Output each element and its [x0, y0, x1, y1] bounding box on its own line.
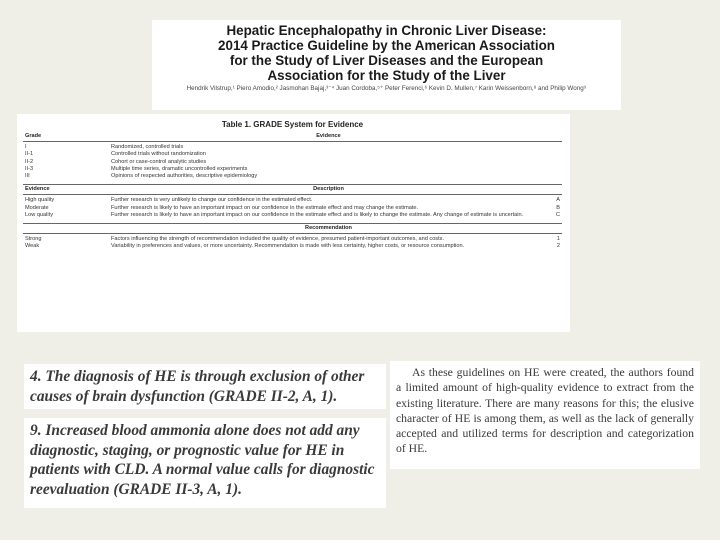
title-line: for the Study of Liver Diseases and the European [229, 53, 544, 68]
table-row [23, 166, 562, 173]
rec-label-cell: Weak [25, 243, 40, 250]
table-caption: Table 1. GRADE System for Evidence [221, 120, 364, 129]
quality-desc-cell: Further research is likely to have an important impact on our confidence in the estimate effect and may change the estimate. [111, 204, 419, 211]
grade-table [23, 132, 562, 251]
grade-cell: I [25, 144, 27, 151]
guideline-title [158, 23, 615, 83]
grade-table-panel [17, 114, 570, 332]
table-row [23, 173, 562, 185]
grade-desc-cell: Cohort or case-control analytic studies [111, 158, 207, 165]
header-description: Description [109, 185, 548, 195]
prose-paragraph: As these guidelines on HE were created, the authors found a limited amount of high-quality evidence to extract from the existing literature. There are many reasons for this; the elusive character of HE is among them, as well as the lack of generally accepted and utilized terms for description and categorization of HE. [396, 366, 694, 456]
recommendation-9-panel [24, 418, 386, 508]
table-row [23, 151, 562, 158]
grade-cell: II-2 [25, 158, 34, 165]
table-row [23, 205, 562, 212]
table-header-row [23, 185, 562, 195]
rec-code-cell: 2 [556, 243, 560, 250]
title-line: Hepatic Encephalopathy in Chronic Liver Disease: [226, 23, 547, 38]
quality-code-cell: A [556, 197, 560, 204]
quality-code-cell: C [555, 211, 560, 218]
header-recommendation: Recommendation [109, 224, 548, 234]
quality-label-cell: High quality [25, 197, 55, 204]
recommendation-4-text: 4. The diagnosis of HE is through exclusion of other causes of brain dysfunction (GRADE II-2, A, 1). [30, 368, 365, 405]
grade-desc-cell: Controlled trials without randomization [111, 151, 206, 158]
rec-desc-cell: Factors influencing the strength of recommendation included the quality of evidence, presumed patient-important outcomes, and costs. [111, 236, 445, 243]
title-line: 2014 Practice Guideline by the American Association [218, 38, 555, 53]
quality-desc-cell: Further research is likely to have an important impact on our confidence in the estimate effect and is likely to change the estimate. Any change of estimate is uncertain. [111, 211, 524, 218]
quality-code-cell: B [556, 204, 560, 211]
table-header-row [23, 132, 562, 142]
quality-label-cell: Low quality [25, 211, 53, 218]
table-row [23, 243, 562, 250]
rec-label-cell: Strong [25, 236, 42, 243]
grade-desc-cell: Multiple time series, dramatic uncontrolled experiments [111, 165, 248, 172]
table-row [23, 234, 562, 244]
author-list: Hendrik Vilstrup,¹ Piero Amodio,² Jasmohan Bajaj,³⁻⁴ Juan Cordoba,⁵⁺ Peter Ferenci,⁶ Kevin D. Mullen,⁷ Karin Weissenborn,⁸ and Philip Wong⁹ [186, 85, 587, 92]
grade-desc-cell: Opinions of respected authorities, descriptive epidemiology [111, 173, 258, 180]
table-row [23, 195, 562, 205]
table-header-row [23, 224, 562, 234]
rec-code-cell: 1 [556, 236, 560, 243]
recommendation-9-text: 9. Increased blood ammonia alone does not add any diagnostic, staging, or prognostic value for HE in patients with CLD. A normal value calls for diagnostic reevaluation (GRADE II-3, A, 1). [30, 422, 375, 498]
rec-desc-cell: Variability in preferences and values, or more uncertainty. Recommendation is made with less certainty, higher costs, or resource consumption. [111, 243, 465, 250]
grade-cell: III [25, 173, 30, 180]
title-line: Association for the Study of the Liver [267, 68, 506, 83]
header-grade: Grade [23, 132, 109, 142]
quality-desc-cell: Further research is very unlikely to change our confidence in the estimated effect. [111, 197, 313, 204]
table-row [23, 142, 562, 152]
table-row [23, 159, 562, 166]
recommendation-4-panel [24, 364, 386, 409]
table-row [23, 212, 562, 224]
prose-panel [390, 361, 700, 469]
grade-cell: II-1 [25, 151, 34, 158]
header-evidence-level: Evidence [23, 185, 109, 195]
quality-label-cell: Moderate [25, 204, 49, 211]
guideline-title-panel [152, 20, 621, 110]
grade-cell: II-3 [25, 165, 34, 172]
grade-desc-cell: Randomized, controlled trials [111, 144, 184, 151]
header-evidence: Evidence [109, 132, 548, 142]
